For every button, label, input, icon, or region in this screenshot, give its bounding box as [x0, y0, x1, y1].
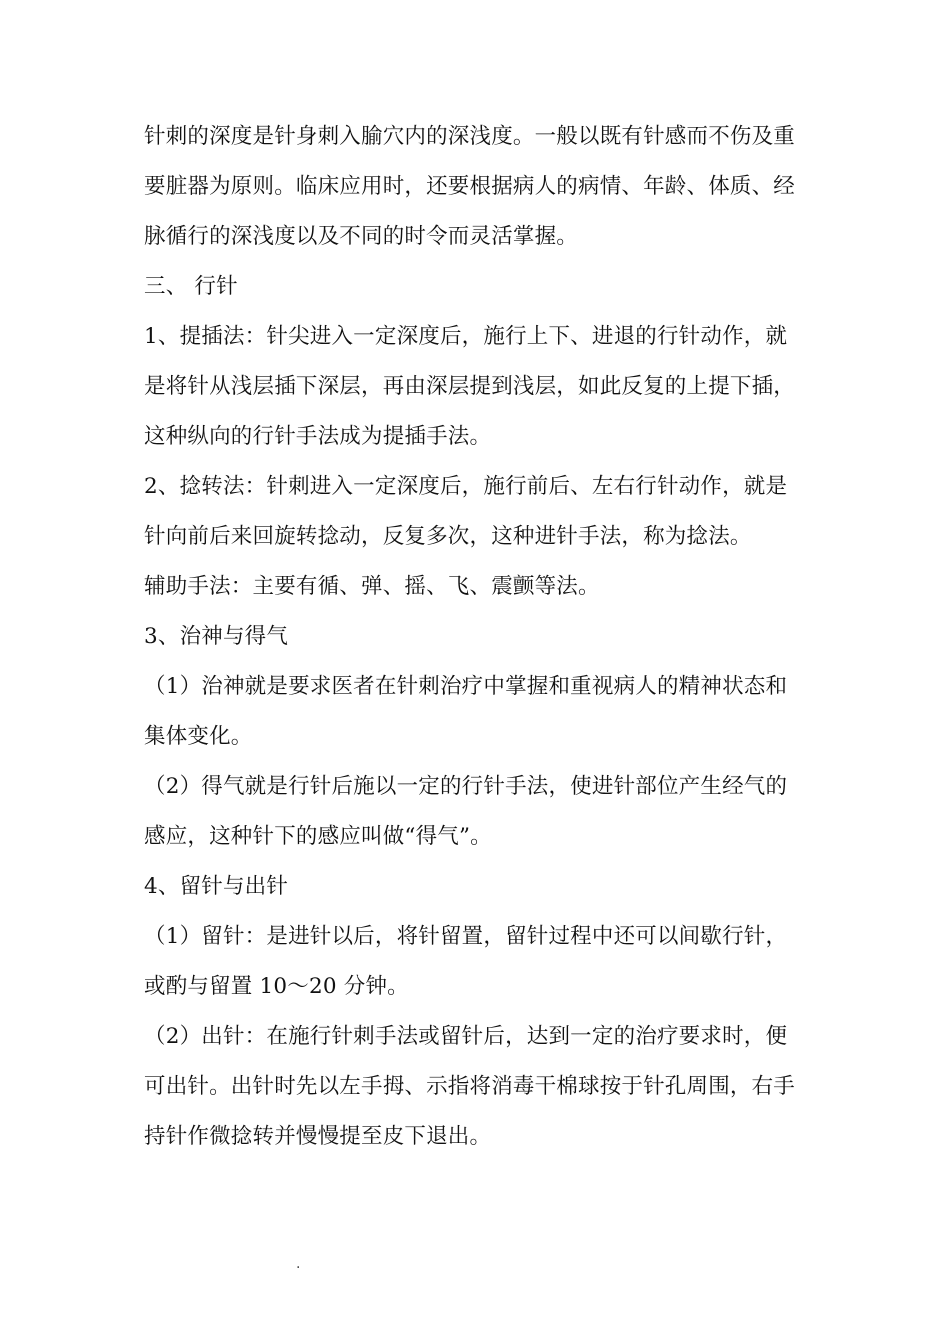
item-1-tichafa: 1、提插法：针尖进入一定深度后，施行上下、进退的行针动作，就 [144, 324, 788, 349]
body-text-line: 是将针从浅层插下深层，再由深层提到浅层，如此反复的上提下插， [144, 374, 796, 399]
footer-dot-mark: . [296, 1256, 301, 1272]
subitem-3-1: （1）治神就是要求医者在针刺治疗中掌握和重视病人的精神状态和 [144, 674, 788, 699]
body-text-line: 脉循行的深浅度以及不同的时令而灵活掌握。 [144, 224, 579, 249]
auxiliary-methods-line: 辅助手法：主要有循、弹、摇、飞、震颤等法。 [144, 574, 600, 599]
body-text-line: 可出针。出针时先以左手拇、示指将消毒干棉球按于针孔周围，右手 [144, 1074, 796, 1099]
section-heading-xingzhen: 三、 行针 [144, 274, 238, 299]
body-text-line: 针刺的深度是针身刺入腧穴内的深浅度。一般以既有针感而不伤及重 [144, 124, 796, 149]
document-body [144, 112, 810, 1162]
body-text-line: 集体变化。 [144, 724, 253, 749]
body-text-line: 或酌与留置 10～20 分钟。 [144, 974, 409, 999]
body-text-line: 针向前后来回旋转捻动，反复多次，这种进针手法，称为捻法。 [144, 524, 752, 549]
body-text-line: 持针作微捻转并慢慢提至皮下退出。 [144, 1124, 492, 1149]
body-text-line: 感应，这种针下的感应叫做“得气”。 [144, 824, 492, 849]
item-3-heading: 3、治神与得气 [144, 624, 289, 649]
item-2-nianzhuanfa: 2、捻转法：针刺进入一定深度后，施行前后、左右行针动作，就是 [144, 474, 788, 499]
body-text-line: 要脏器为原则。临床应用时，还要根据病人的病情、年龄、体质、经 [144, 174, 796, 199]
body-text-line: 这种纵向的行针手法成为提插手法。 [144, 424, 492, 449]
subitem-3-2: （2）得气就是行针后施以一定的行针手法，使进针部位产生经气的 [144, 774, 788, 799]
subitem-4-1: （1）留针：是进针以后，将针留置，留针过程中还可以间歇行针， [144, 924, 788, 949]
item-4-heading: 4、留针与出针 [144, 874, 289, 899]
subitem-4-2: （2）出针：在施行针刺手法或留针后，达到一定的治疗要求时，便 [144, 1024, 788, 1049]
